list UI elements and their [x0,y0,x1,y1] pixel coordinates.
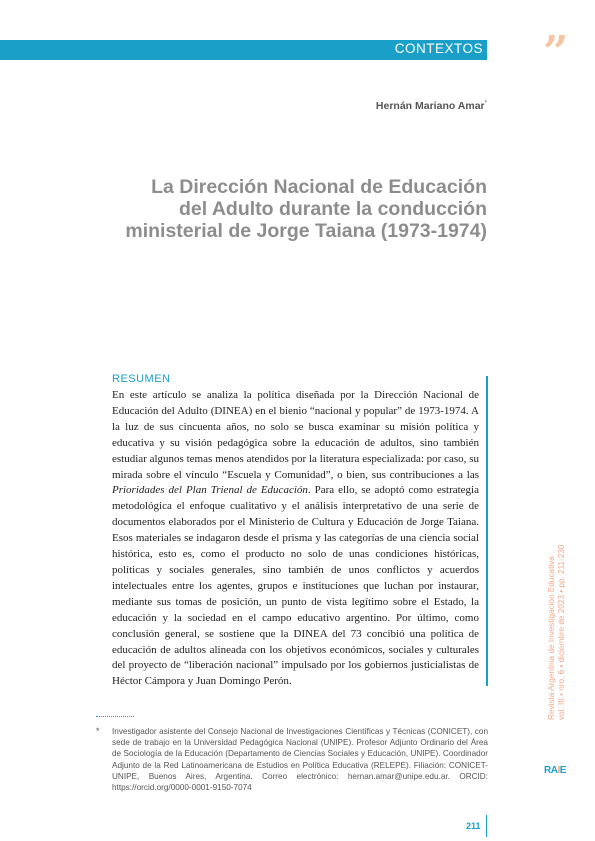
title-line: ministerial de Jorge Taiana (1973-1974) [125,220,487,242]
quote-mark-icon: ” [543,27,563,78]
title-line: del Adulto durante la conducción [178,198,487,220]
section-label: CONTEXTOS [394,41,483,56]
footnote-divider [96,716,134,717]
footnote-marker: * [96,726,100,736]
section-header-bar [0,40,487,60]
footnote-text: Investigador asistente del Consejo Nacional de Investigaciones Científicas y Técnicas (CONICET), con sede de trabajo en la Universidad Pedagógica Nacional (UNIPE). Profesor Adjunto Ordinario del Área de Sociología de la Educación (Departamento de Ciencias Sociales y Educación, UNIPE). Coordinador Adjunto de la Red Latinoamericana de Estudios en Política Educativa (RELEPE). Filiación: CONICET-UNIPE, Buenos Aires, Argentina. Correo electrónico: hernan.amar@unipe.edu.ar. ORCID: https://orcid.org/0000-0001-9150-7074 [112,727,488,793]
abstract-body: En este artículo se analiza la política diseñada por la Dirección Nacional de Educación del Adulto (DINEA) en el bienio “nacional y popular” de 1973-1974. A la luz de sus cincuenta años, no solo se busca examinar su misión política y educativa y su visión pedagógica sobre la educación de adultos, sino también estudiar algunos temas menos atendidos por la literatura especializada: por caso, su mirada sobre el vínculo “Escuela y Comunidad”, o bien, sus contribuciones a las Prioridades del Plan Trienal de Educación. Para ello, se adoptó como estrategia metodológica el enfoque cualitativo y el análisis interpretativo de una serie de documentos elaborados por el Ministerio de Cultura y Educación de Jorge Taiana. Esos materiales se indagaron desde el prisma y las categorías de una ciencia social histórica, esto es, como el producto no solo de unas condiciones históricas, políticas y sociales generales, sino también de unos conflictos y acuerdos intelectuales entre los agentes, grupos e instituciones que luchan por instaurar, mediante sus tomas de posición, un punto de vista legítimo sobre el Estado, la educación y la sociedad en el campo educativo argentino. Por último, como conclusión general, se sostiene que la DINEA del 73 concibió una política de educación de adultos alineada con los objetivos económicos, sociales y culturales del proyecto de “liberación nacional” impulsado por los gobiernos justicialistas de Héctor Cámpora y Juan Domingo Perón. [112,389,479,688]
page-number-rule [486,815,487,837]
author-footnote-marker[interactable]: * [484,100,487,107]
article-title [87,176,487,242]
page-number: 211 [466,821,481,831]
journal-issue: vol. III • nro. 6 • diciembre de 2023 • pp. 211-230 [557,544,566,720]
journal-info-vertical [547,544,566,720]
author-name: Hernán Mariano Amar* [375,100,487,112]
abstract-italic: Prioridades del Plan Trienal de Educación [112,484,308,497]
title-line: La Dirección Nacional de Educación [151,176,487,198]
journal-name: Revista Argentina de Investigación Educativa [547,556,556,720]
journal-logo: RAIE [544,765,566,776]
abstract-rule [486,376,488,686]
abstract-heading: RESUMEN [112,373,171,385]
